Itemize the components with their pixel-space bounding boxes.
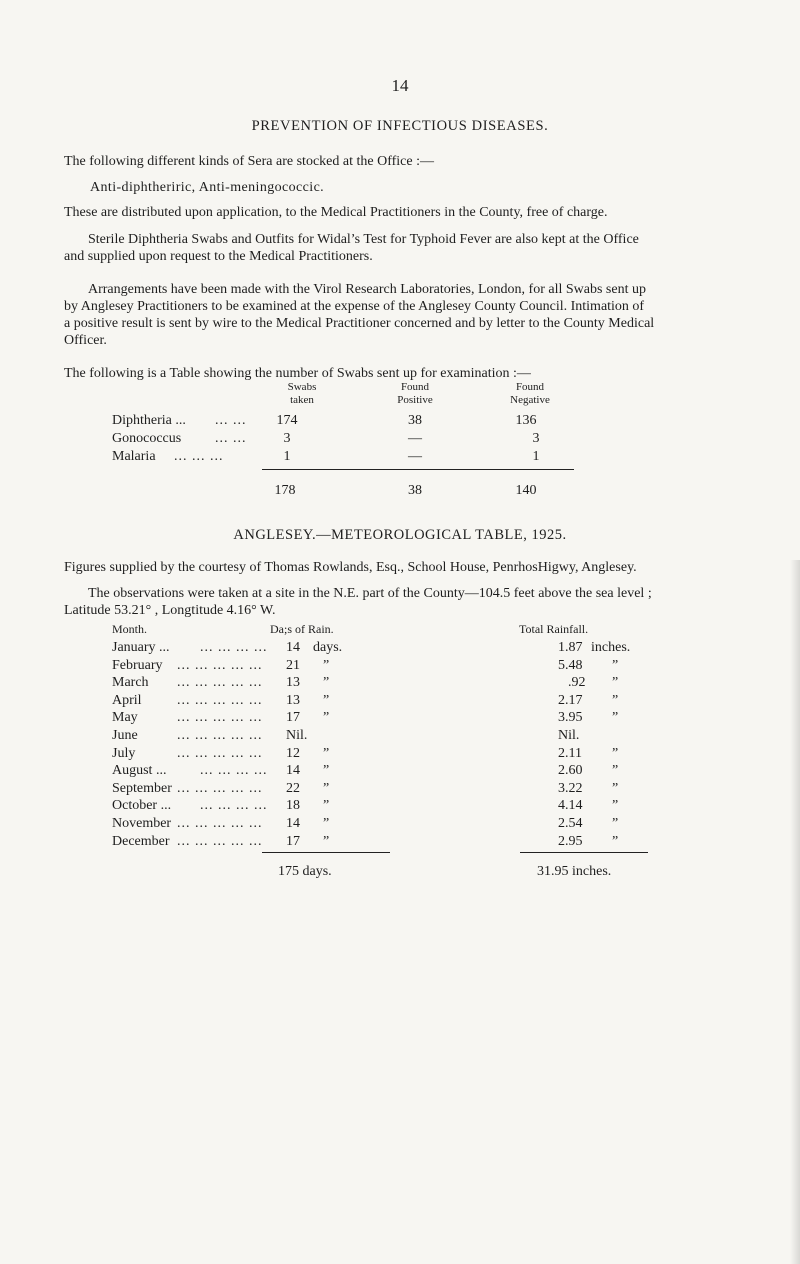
rainfall-unit: ” [612,692,619,708]
days-value: 14 [286,640,300,655]
leader-dots: ... ... ... ... ... [177,710,263,726]
rainfall-value: 2.17 [558,692,583,708]
rain-total-rule [520,852,648,853]
positive-value: 38 [408,413,422,428]
leader-dots: ... ... ... ... ... [177,833,263,849]
rainfall-value: 2.60 [558,763,583,779]
rainfall-value: 3.95 [558,710,583,726]
leader-dots: ... ... ... ... ... [177,816,263,831]
rainfall-value: 3.22 [558,780,583,796]
month-label: August ... [112,763,167,779]
negative-total: 140 [515,483,537,498]
taken-value: 3 [283,431,291,446]
month-label: January ... [112,640,170,655]
rainfall-unit: inches. [591,640,631,655]
meteorological-heading: ANGLESEY.—METEOROLOGICAL TABLE, 1925. [233,527,567,543]
leader-dots: ... ... [215,413,247,428]
rainfall-value: 5.48 [558,657,583,673]
days-total-rule [262,852,390,853]
month-label: September [112,780,172,796]
leader-dots: ... ... ... ... [200,640,268,655]
courtesy-paragraph: Figures supplied by the courtesy of Thomas Rowlands, Esq., School House, PenrhosHigwy, Anglesey. [64,560,637,575]
positive-value: — [408,449,422,464]
days-value: Nil. [286,728,308,743]
leader-dots: ... ... ... ... [200,798,268,814]
positive-value: — [408,431,422,446]
col-header-month: Month. [112,622,148,636]
row-label: Malaria [112,449,156,464]
rainfall-value: 2.95 [558,833,583,849]
prevention-heading: PREVENTION OF INFECTIOUS DISEASES. [251,118,549,134]
col-header-taken: Swabs taken [287,381,317,406]
leader-dots: ... ... ... [174,449,224,464]
rainfall-unit: ” [612,816,619,831]
days-unit: ” [323,710,330,726]
table-intro: The following is a Table showing the number of Swabs sent up for examination :— [64,366,531,381]
col-header-rainfall: Total Rainfall. [519,622,589,636]
observations-line2: Latitude 53.21° , Longtitude 4.16° W. [64,603,276,618]
leader-dots: ... ... ... ... ... [177,745,263,761]
rainfall-value: 4.14 [558,798,583,814]
arrangements-line1: Arrangements have been made with the Virol Research Laboratories, London, for all Swabs sent up [88,282,646,297]
days-value: 13 [286,692,300,708]
days-value: 14 [286,763,300,779]
days-unit: ” [323,675,330,691]
swabs-paragraph-line1: Sterile Diphtheria Swabs and Outfits for Widal’s Test for Typhoid Fever are also kept at the Office [88,232,639,247]
taken-value: 1 [283,449,291,464]
arrangements-line2: by Anglesey Practitioners to be examined at the expense of the Anglesey County Council. Intimation of [64,299,645,314]
month-label: May [112,710,138,726]
rainfall-value: 1.87 [558,640,583,655]
rainfall-unit: ” [612,657,619,673]
row-label: Diphtheria ... [112,413,186,428]
negative-value: 136 [515,413,537,428]
col-header-positive: Found Positive [397,381,433,406]
days-value: 21 [286,657,300,673]
month-label: June [112,728,138,743]
days-unit: days. [313,640,343,655]
rainfall-unit: ” [612,710,619,726]
sera-intro: The following different kinds of Sera are stocked at the Office :— [64,154,434,169]
leader-dots: ... ... ... ... ... [177,675,263,691]
leader-dots: ... ... ... ... ... [177,780,263,796]
days-unit: ” [323,763,330,779]
totals-rule [262,469,574,470]
rainfall-value: Nil. [558,728,580,743]
rainfall-unit: ” [612,763,619,779]
days-total: 175 days. [278,864,332,879]
days-unit: ” [323,657,330,673]
days-unit: ” [323,692,330,708]
days-value: 13 [286,675,300,691]
page-number: 14 [391,76,409,95]
row-label: Gonococcus [112,431,182,446]
page-edge-shadow [790,560,800,1264]
rainfall-value: .92 [568,675,586,691]
days-value: 18 [286,798,300,814]
leader-dots: ... ... [215,431,247,446]
rainfall-unit: ” [612,745,619,761]
arrangements-line3: a positive result is sent by wire to the Medical Practitioner concerned and by letter to the County Medical [64,316,655,331]
arrangements-line4: Officer. [64,333,107,348]
month-label: October ... [112,798,172,814]
leader-dots: ... ... ... ... ... [177,692,263,708]
rainfall-value: 2.54 [558,816,583,831]
leader-dots: ... ... ... ... ... [177,657,263,673]
swabs-paragraph-line2: and supplied upon request to the Medical Practitioners. [64,249,373,264]
month-label: February [112,657,163,673]
month-label: November [112,816,172,831]
month-label: July [112,745,136,761]
month-label: December [112,833,170,849]
observations-line1: The observations were taken at a site in the N.E. part of the County—104.5 feet above the sea level ; [88,586,652,601]
sera-list: Anti-diphtheriric, Anti-meningococcic. [90,180,325,195]
days-value: 17 [286,710,300,726]
leader-dots: ... ... ... ... [200,763,268,779]
rainfall-value: 2.11 [558,745,582,761]
month-label: March [112,675,149,691]
days-unit: ” [323,780,330,796]
days-value: 14 [286,816,300,831]
negative-value: 1 [532,449,540,464]
rainfall-unit: ” [612,675,619,691]
positive-total: 38 [408,483,422,498]
rain-total: 31.95 inches. [537,864,612,879]
distribution-paragraph: These are distributed upon application, to the Medical Practitioners in the County, free of charge. [64,205,608,220]
rainfall-unit: ” [612,798,619,814]
rainfall-unit: ” [612,833,619,849]
days-value: 17 [286,833,300,849]
month-label: April [112,692,142,708]
leader-dots: ... ... ... ... ... [177,728,263,743]
taken-value: 174 [276,413,298,428]
col-header-negative: Found Negative [510,381,550,406]
days-unit: ” [323,816,330,831]
days-unit: ” [323,745,330,761]
col-header-days: Da;s of Rain. [270,622,334,636]
days-unit: ” [323,798,330,814]
days-value: 12 [286,745,300,761]
negative-value: 3 [532,431,540,446]
days-unit: ” [323,833,330,849]
rainfall-unit: ” [612,780,619,796]
days-value: 22 [286,780,300,796]
taken-total: 178 [274,483,296,498]
